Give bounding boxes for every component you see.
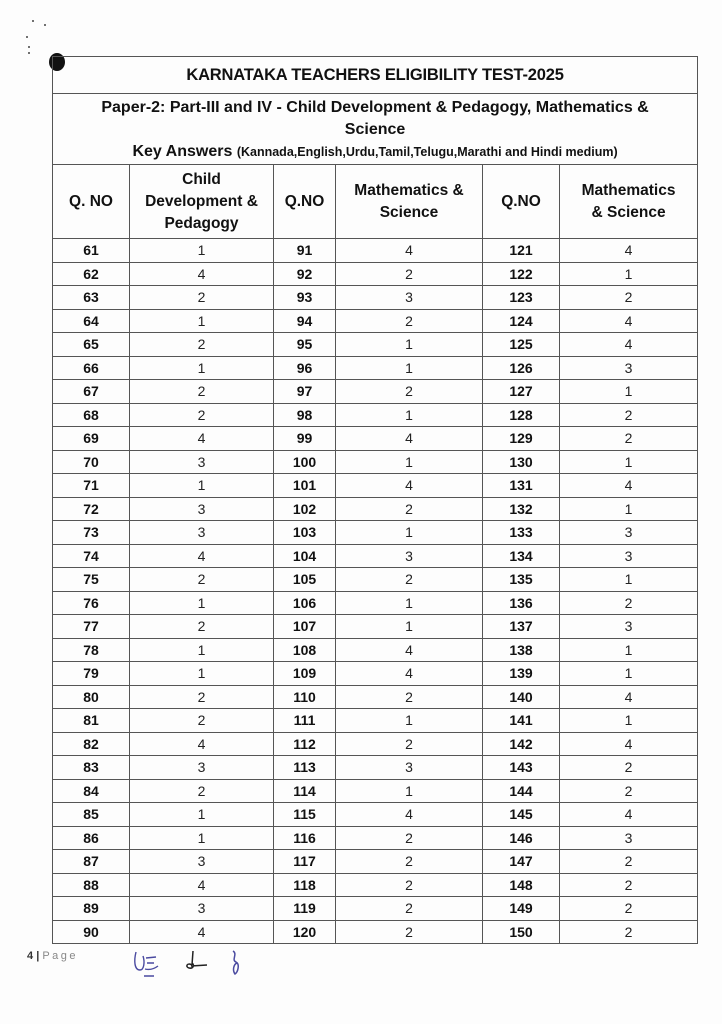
document-subtitle [53, 94, 698, 165]
header-qno-3: Q.NO [483, 165, 560, 239]
answer-cell: 2 [560, 427, 698, 451]
table-row [53, 403, 698, 427]
header-text: Science [379, 203, 439, 221]
question-number-cell: 95 [274, 333, 336, 357]
question-number-cell: 92 [274, 262, 336, 286]
question-number-cell: 68 [53, 403, 130, 427]
question-number-cell: 140 [483, 685, 560, 709]
question-number-cell: 84 [53, 779, 130, 803]
key-answers-line [53, 141, 697, 163]
table-row [53, 286, 698, 310]
question-number-cell: 90 [53, 920, 130, 944]
answer-cell: 2 [130, 779, 274, 803]
answer-cell: 1 [130, 662, 274, 686]
answer-cell: 4 [130, 544, 274, 568]
table-row [53, 356, 698, 380]
question-number-cell: 106 [274, 591, 336, 615]
table-row [53, 309, 698, 333]
question-number-cell: 79 [53, 662, 130, 686]
table-row [53, 732, 698, 756]
question-number-cell: 91 [274, 239, 336, 263]
question-number-cell: 81 [53, 709, 130, 733]
question-number-cell: 107 [274, 615, 336, 639]
question-number-cell: 131 [483, 474, 560, 498]
question-number-cell: 80 [53, 685, 130, 709]
answer-cell: 2 [130, 568, 274, 592]
table-row [53, 873, 698, 897]
table-row [53, 850, 698, 874]
question-number-cell: 82 [53, 732, 130, 756]
question-number-cell: 78 [53, 638, 130, 662]
answer-cell: 2 [336, 262, 483, 286]
answer-cell: 2 [560, 873, 698, 897]
table-row [53, 662, 698, 686]
paper-description-line1: Paper-2: Part-III and IV - Child Development & Pedagogy, Mathematics & [101, 99, 649, 116]
question-number-cell: 149 [483, 897, 560, 921]
table-header-row [53, 165, 698, 239]
question-number-cell: 143 [483, 756, 560, 780]
answer-cell: 3 [130, 850, 274, 874]
answer-cell: 3 [336, 286, 483, 310]
answer-cell: 4 [336, 239, 483, 263]
answer-cell: 2 [336, 920, 483, 944]
signature-1-icon [132, 948, 166, 980]
question-number-cell: 142 [483, 732, 560, 756]
question-number-cell: 146 [483, 826, 560, 850]
question-number-cell: 74 [53, 544, 130, 568]
question-number-cell: 104 [274, 544, 336, 568]
question-number-cell: 133 [483, 521, 560, 545]
question-number-cell: 63 [53, 286, 130, 310]
answer-cell: 1 [336, 615, 483, 639]
question-number-cell: 98 [274, 403, 336, 427]
question-number-cell: 97 [274, 380, 336, 404]
question-number-cell: 88 [53, 873, 130, 897]
answer-cell: 1 [130, 803, 274, 827]
answer-cell: 1 [130, 591, 274, 615]
header-text: Pedagogy [164, 214, 239, 232]
header-text: & Science [591, 203, 666, 221]
question-number-cell: 93 [274, 286, 336, 310]
question-number-cell: 102 [274, 497, 336, 521]
answer-cell: 1 [130, 356, 274, 380]
signature-3-icon [228, 948, 244, 978]
question-number-cell: 137 [483, 615, 560, 639]
question-number-cell: 83 [53, 756, 130, 780]
header-qno-2: Q.NO [274, 165, 336, 239]
key-answers-mediums: (Kannada,English,Urdu,Tamil,Telugu,Marathi and Hindi medium) [236, 145, 618, 159]
page-separator: | [36, 950, 40, 962]
answer-cell: 4 [130, 873, 274, 897]
speck [32, 20, 34, 22]
answer-cell: 2 [560, 897, 698, 921]
question-number-cell: 136 [483, 591, 560, 615]
answer-cell: 2 [336, 732, 483, 756]
question-number-cell: 101 [274, 474, 336, 498]
table-row [53, 709, 698, 733]
answer-cell: 1 [130, 474, 274, 498]
question-number-cell: 127 [483, 380, 560, 404]
answer-cell: 2 [130, 380, 274, 404]
question-number-cell: 126 [483, 356, 560, 380]
question-number-cell: 71 [53, 474, 130, 498]
question-number-cell: 119 [274, 897, 336, 921]
question-number-cell: 118 [274, 873, 336, 897]
header-text: Mathematics [581, 181, 676, 199]
answer-cell: 2 [560, 403, 698, 427]
answer-cell: 2 [130, 403, 274, 427]
question-number-cell: 112 [274, 732, 336, 756]
answer-cell: 2 [130, 685, 274, 709]
table-row [53, 380, 698, 404]
table-row [53, 920, 698, 944]
answer-cell: 1 [130, 638, 274, 662]
header-text: Development & [145, 192, 258, 210]
question-number-cell: 110 [274, 685, 336, 709]
answer-cell: 1 [560, 497, 698, 521]
answer-cell: 2 [560, 286, 698, 310]
table-row [53, 568, 698, 592]
answer-cell: 4 [336, 427, 483, 451]
table-row [53, 474, 698, 498]
answer-cell: 1 [560, 262, 698, 286]
answer-cell: 2 [130, 615, 274, 639]
document-title: KARNATAKA TEACHERS ELIGIBILITY TEST-2025 [53, 57, 698, 94]
question-number-cell: 75 [53, 568, 130, 592]
answer-cell: 2 [560, 779, 698, 803]
answer-cell: 2 [560, 756, 698, 780]
question-number-cell: 111 [274, 709, 336, 733]
question-number-cell: 139 [483, 662, 560, 686]
answer-cell: 4 [336, 474, 483, 498]
answer-cell: 2 [336, 497, 483, 521]
answer-cell: 3 [560, 615, 698, 639]
header-math-science-2 [560, 165, 698, 239]
question-number-cell: 87 [53, 850, 130, 874]
answer-cell: 3 [336, 544, 483, 568]
question-number-cell: 132 [483, 497, 560, 521]
question-number-cell: 120 [274, 920, 336, 944]
question-number-cell: 144 [483, 779, 560, 803]
answer-cell: 4 [560, 803, 698, 827]
answer-cell: 4 [336, 662, 483, 686]
question-number-cell: 96 [274, 356, 336, 380]
answer-cell: 1 [560, 450, 698, 474]
question-number-cell: 138 [483, 638, 560, 662]
table-row [53, 803, 698, 827]
answer-cell: 1 [336, 591, 483, 615]
question-number-cell: 145 [483, 803, 560, 827]
table-row [53, 544, 698, 568]
question-number-cell: 61 [53, 239, 130, 263]
answer-cell: 2 [130, 333, 274, 357]
question-number-cell: 129 [483, 427, 560, 451]
question-number-cell: 114 [274, 779, 336, 803]
answer-cell: 2 [336, 568, 483, 592]
table-row [53, 779, 698, 803]
answer-cell: 3 [130, 450, 274, 474]
table-row [53, 615, 698, 639]
answer-cell: 1 [560, 638, 698, 662]
page-footer [27, 950, 78, 962]
answer-cell: 1 [336, 521, 483, 545]
question-number-cell: 69 [53, 427, 130, 451]
paper-description [53, 97, 697, 141]
table-row [53, 521, 698, 545]
question-number-cell: 77 [53, 615, 130, 639]
answer-cell: 4 [130, 427, 274, 451]
table-row [53, 497, 698, 521]
header-text: Mathematics & [354, 181, 464, 199]
answer-cell: 4 [560, 685, 698, 709]
question-number-cell: 115 [274, 803, 336, 827]
question-number-cell: 73 [53, 521, 130, 545]
question-number-cell: 125 [483, 333, 560, 357]
question-number-cell: 65 [53, 333, 130, 357]
answer-cell: 1 [130, 826, 274, 850]
header-qno-1: Q. NO [53, 165, 130, 239]
table-row [53, 427, 698, 451]
speck [26, 36, 28, 38]
table-row [53, 638, 698, 662]
answer-cell: 2 [336, 826, 483, 850]
question-number-cell: 94 [274, 309, 336, 333]
paper-description-line2: Science [344, 121, 406, 138]
table-row [53, 756, 698, 780]
answer-cell: 1 [560, 380, 698, 404]
signature-2-icon [183, 948, 213, 974]
question-number-cell: 123 [483, 286, 560, 310]
answer-cell: 3 [336, 756, 483, 780]
question-number-cell: 128 [483, 403, 560, 427]
answer-cell: 3 [130, 897, 274, 921]
question-number-cell: 105 [274, 568, 336, 592]
answer-cell: 4 [130, 732, 274, 756]
table-row [53, 239, 698, 263]
header-child-development [130, 165, 274, 239]
answer-cell: 1 [336, 333, 483, 357]
table-row [53, 826, 698, 850]
header-text: Child [182, 170, 221, 188]
answer-cell: 3 [130, 756, 274, 780]
question-number-cell: 135 [483, 568, 560, 592]
answer-cell: 2 [130, 709, 274, 733]
table-row [53, 333, 698, 357]
question-number-cell: 76 [53, 591, 130, 615]
question-number-cell: 86 [53, 826, 130, 850]
question-number-cell: 148 [483, 873, 560, 897]
answer-cell: 4 [560, 474, 698, 498]
question-number-cell: 103 [274, 521, 336, 545]
question-number-cell: 108 [274, 638, 336, 662]
question-number-cell: 62 [53, 262, 130, 286]
answer-cell: 2 [336, 309, 483, 333]
question-number-cell: 85 [53, 803, 130, 827]
answer-cell: 1 [560, 662, 698, 686]
question-number-cell: 150 [483, 920, 560, 944]
table-row [53, 897, 698, 921]
answer-cell: 2 [336, 380, 483, 404]
answer-cell: 1 [336, 709, 483, 733]
answer-cell: 1 [336, 403, 483, 427]
question-number-cell: 89 [53, 897, 130, 921]
answer-cell: 1 [130, 239, 274, 263]
scan-specks [20, 14, 50, 64]
answer-cell: 1 [336, 450, 483, 474]
page-number: 4 [27, 950, 34, 962]
question-number-cell: 99 [274, 427, 336, 451]
answer-cell: 3 [130, 521, 274, 545]
speck [44, 24, 46, 26]
question-number-cell: 130 [483, 450, 560, 474]
answer-cell: 2 [130, 286, 274, 310]
question-number-cell: 117 [274, 850, 336, 874]
answer-cell: 1 [336, 356, 483, 380]
question-number-cell: 141 [483, 709, 560, 733]
question-number-cell: 134 [483, 544, 560, 568]
answer-cell: 4 [130, 262, 274, 286]
answer-cell: 2 [336, 850, 483, 874]
key-answers-label: Key Answers [132, 143, 233, 160]
question-number-cell: 109 [274, 662, 336, 686]
table-row [53, 262, 698, 286]
answer-cell: 3 [560, 521, 698, 545]
answer-cell: 2 [336, 897, 483, 921]
answer-cell: 2 [560, 591, 698, 615]
speck [28, 52, 30, 54]
answer-cell: 3 [560, 544, 698, 568]
answer-cell: 2 [560, 920, 698, 944]
question-number-cell: 124 [483, 309, 560, 333]
page-label: Page [42, 950, 79, 962]
header-math-science-1 [336, 165, 483, 239]
answer-key-table [52, 56, 698, 944]
question-number-cell: 70 [53, 450, 130, 474]
answer-cell: 4 [560, 309, 698, 333]
question-number-cell: 72 [53, 497, 130, 521]
question-number-cell: 100 [274, 450, 336, 474]
answer-cell: 2 [560, 850, 698, 874]
answer-cell: 3 [560, 826, 698, 850]
question-number-cell: 147 [483, 850, 560, 874]
answer-cell: 2 [336, 685, 483, 709]
question-number-cell: 67 [53, 380, 130, 404]
table-row [53, 591, 698, 615]
speck [28, 46, 30, 48]
answer-cell: 3 [130, 497, 274, 521]
answer-cell: 2 [336, 873, 483, 897]
question-number-cell: 113 [274, 756, 336, 780]
table-row [53, 450, 698, 474]
answer-cell: 4 [560, 239, 698, 263]
answer-cell: 1 [560, 709, 698, 733]
answer-cell: 1 [336, 779, 483, 803]
question-number-cell: 121 [483, 239, 560, 263]
table-row [53, 685, 698, 709]
question-number-cell: 116 [274, 826, 336, 850]
answer-cell: 1 [560, 568, 698, 592]
answer-cell: 4 [130, 920, 274, 944]
question-number-cell: 64 [53, 309, 130, 333]
answer-cell: 4 [560, 333, 698, 357]
answer-cell: 4 [336, 803, 483, 827]
question-number-cell: 66 [53, 356, 130, 380]
question-number-cell: 122 [483, 262, 560, 286]
answer-cell: 4 [560, 732, 698, 756]
answer-cell: 4 [336, 638, 483, 662]
answer-cell: 3 [560, 356, 698, 380]
answer-cell: 1 [130, 309, 274, 333]
